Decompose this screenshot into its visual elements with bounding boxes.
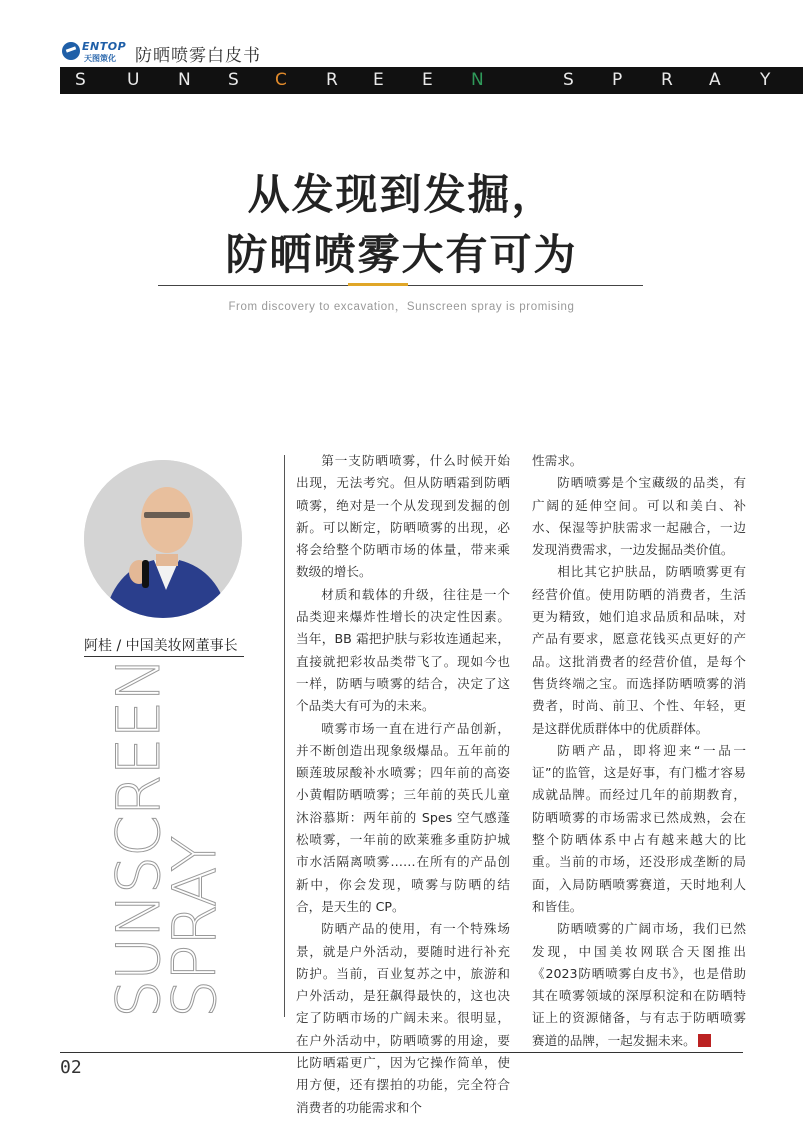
author-portrait: [84, 460, 242, 618]
article-title-line-2: 防晒喷雾大有可为: [225, 230, 578, 279]
band-letter: A: [709, 70, 721, 90]
paragraph-text: 防晒喷雾的广阔市场，我们已然发现，中国美妆网联合天图推出《2023防晒喷雾白皮书》，也是借助其在喷雾领域的深厚积淀和在防晒特证上的资源储备，与有志于防晒喷雾赛道的品牌，一起发掘未来。: [532, 921, 746, 1048]
band-letter: U: [127, 70, 140, 90]
logo-text-en: ENTOP: [82, 40, 127, 53]
page-number: 02: [60, 1057, 82, 1078]
band-letter: R: [326, 70, 338, 90]
band-letter: S: [563, 70, 574, 90]
band-letter: Y: [760, 70, 771, 90]
text-column-1: [296, 450, 510, 1119]
band-letter: P: [612, 70, 623, 90]
header-title: 防晒喷雾白皮书: [135, 46, 261, 66]
author-caption: 阿桂 / 中国美妆网董事长: [84, 638, 238, 654]
paragraph: 防晒产品，即将迎来“一品一证”的监管，这是好事，有门槛才容易成就品牌。而经过几年的前期教育，防晒喷雾的市场需求已然成熟，会在整个防晒体系中占有越来越大的比重。当前的市场，还没形成垄断的局面，入局防晒喷雾赛道，天时地利人和皆佳。: [532, 742, 746, 914]
paragraph-last: [532, 918, 746, 1052]
paragraph: 防晒喷雾是个宝藏级的品类，有广阔的延伸空间。可以和美白、补水、保湿等护肤需求一起融合，一边发现消费需求，一边发掘品类价值。: [532, 475, 746, 558]
portrait-photo-icon: [84, 460, 242, 618]
sunscreen-spray-band: [60, 67, 803, 94]
paragraph: 材质和载体的升级，往往是一个品类迎来爆炸性增长的决定性因素。当年，BB 霜把护肤与彩妆连通起来，直接就把彩妆品类带飞了。现如今也一样，防晒与喷雾的结合，决定了这个品类大有可为的未来。: [296, 586, 510, 714]
paragraph: 第一支防晒喷雾，什么时候开始出现，无法考究。但从防晒霜到防晒喷雾，绝对是一个从发现到发掘的创新。可以断定，防晒喷雾的出现，必将会给整个防晒市场的体量，带来乘数级的增长。: [296, 453, 510, 580]
footer-divider: [60, 1052, 743, 1053]
article-title-line-1: 从发现到发掘，: [247, 170, 556, 219]
page-header: [60, 40, 740, 64]
decor-vertical-spray: SPRAY: [160, 836, 230, 1018]
band-letter: E: [373, 70, 384, 90]
band-letter: R: [661, 70, 673, 90]
band-letter: C: [275, 70, 287, 90]
band-letter: S: [75, 70, 86, 90]
band-letter: E: [422, 70, 433, 90]
column-divider: [284, 455, 285, 1017]
band-letter: N: [178, 70, 191, 90]
band-letter: N: [471, 70, 484, 90]
paragraph: 相比其它护肤品，防晒喷雾更有经营价值。使用防晒的消费者，生活更为精致，她们追求品质和品味，对产品有要求，愿意花钱买点更好的产品。这批消费者的经营价值，是每个售货终端之宝。而选择防晒喷雾的消费者，时尚、前卫、个性、年轻，更是这群优质群体中的优质群体。: [532, 564, 746, 736]
paragraph-continuation: 性需求。: [532, 453, 583, 468]
paragraph: 防晒产品的使用，有一个特殊场景，就是户外活动，要随时进行补充防护。当前，百业复苏之中，旅游和户外活动，是狂飙得最快的，这也决定了防晒市场的广阔未来。很明显，在户外活动中，防晒喷雾的用途，要比防晒霜更广，因为它操作简单，使用方便，还有摆拍的功能，完全符合消费者的功能需求和个: [296, 921, 510, 1115]
paragraph: 喷雾市场一直在进行产品创新，并不断创造出现象级爆品。五年前的颐莲玻尿酸补水喷雾；四年前的高姿小黄帽防晒喷雾；三年前的英氏儿童沐浴慕斯：两年前的 Spes 空气感蓬松喷雾，一年前的欧莱雅多重防护城市水活隔离喷雾……在所有的产品创新中，你会发现，喷雾与防晒的结合，是天生的 CP。: [296, 720, 510, 914]
end-mark-icon: [698, 1034, 711, 1047]
globe-icon: [62, 42, 80, 60]
band-letter: S: [228, 70, 239, 90]
logo-text-cn: 天图策化: [84, 54, 116, 63]
brand-logo: [60, 40, 130, 64]
title-accent-bar: [348, 283, 408, 286]
text-column-2: [532, 450, 746, 1052]
article-subtitle: From discovery to excavation，Sunscreen spray is promising: [228, 301, 575, 313]
decor-vertical-sunscreen: SUNSCREEN: [104, 657, 174, 1018]
